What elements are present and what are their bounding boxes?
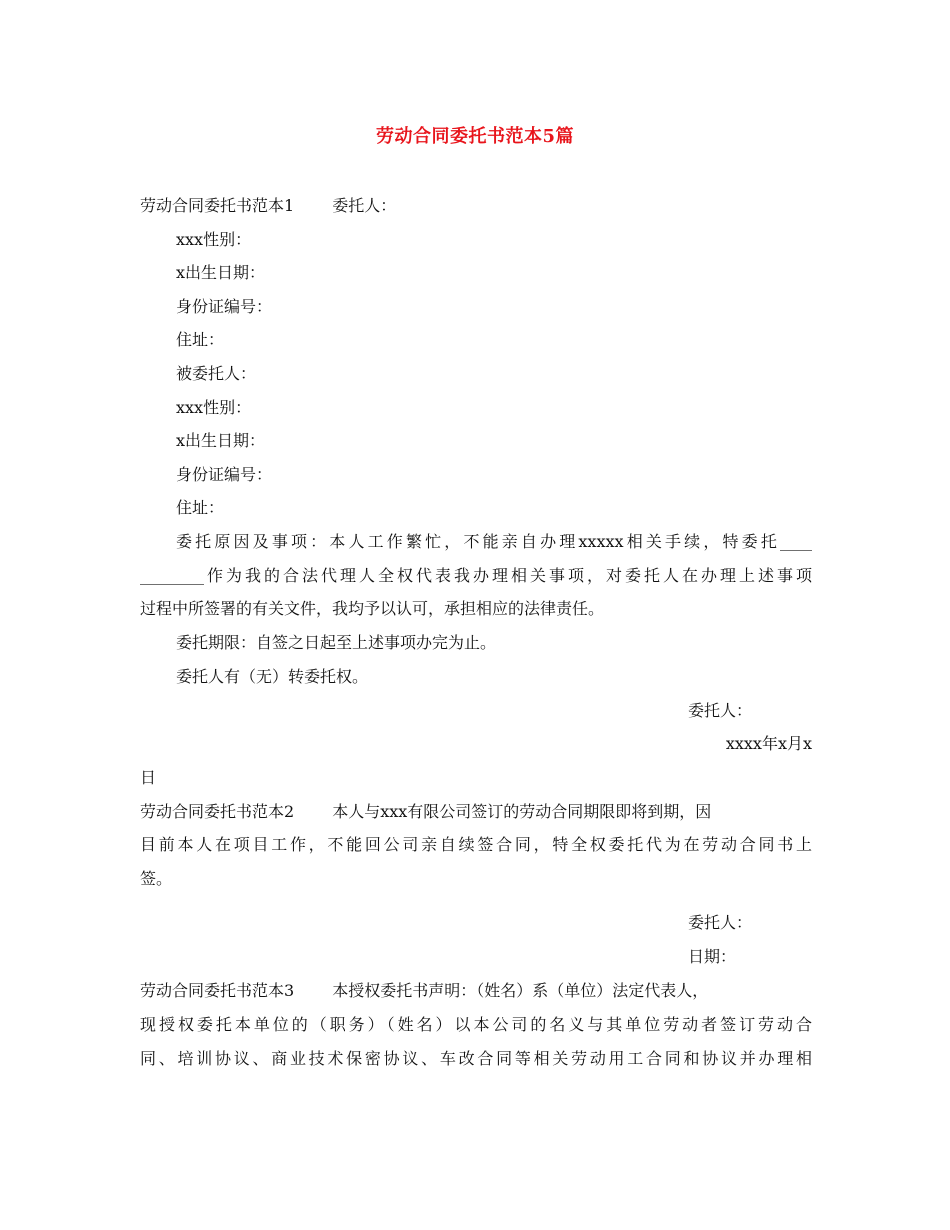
section-3-line-3: 同、培训协议、商业技术保密协议、车改合同等相关劳动用工合同和协议并办理相 (140, 1049, 812, 1068)
section-1-principal-label: 委托人： (332, 196, 397, 215)
trustee-birthdate-field: x出生日期： (176, 431, 266, 450)
section-1-heading-line (140, 195, 812, 217)
trustee-label: 被委托人： (176, 364, 257, 383)
term-clause: 委托期限：自签之日起至上述事项办完为止。 (176, 633, 497, 652)
principal-id-field: 身份证编号： (176, 297, 273, 316)
principal-gender-field: xxx性别： (176, 230, 252, 249)
trustee-gender-field: xxx性别： (176, 398, 252, 417)
principal-address-field: 住址： (176, 330, 225, 349)
section-2-date-label: 日期： (688, 947, 737, 966)
reason-line-1: 委托原因及事项：本人工作繁忙，不能亲自办理xxxxx相关手续，特委托____ (176, 532, 812, 551)
section-2-line-3: 签。 (140, 869, 173, 888)
principal-birthdate-field: x出生日期： (176, 263, 266, 282)
section-2-heading: 劳动合同委托书范本2 (140, 802, 295, 821)
section-2-line-2: 目前本人在项目工作，不能回公司亲自续签合同，特全权委托代为在劳动合同书上 (140, 835, 812, 854)
document-title: 劳动合同委托书范本5篇 (375, 126, 575, 147)
transfer-clause: 委托人有（无）转委托权。 (176, 667, 369, 686)
section-1-heading: 劳动合同委托书范本1 (140, 196, 295, 215)
section-3-heading-line (140, 980, 812, 1002)
section-3-heading: 劳动合同委托书范本3 (140, 981, 295, 1000)
section-2-line-1-text: 本人与xxx有限公司签订的劳动合同期限即将到期，因 (332, 802, 712, 821)
trustee-id-field: 身份证编号： (176, 465, 273, 484)
section-2-signature-label: 委托人： (688, 913, 753, 932)
section-1-signature-label: 委托人： (688, 701, 753, 720)
section-1-date-line: xxxx年x月x (725, 734, 812, 753)
trustee-address-field: 住址： (176, 498, 225, 517)
section-3-line-1-text: 本授权委托书声明：（姓名）系（单位）法定代表人， (332, 981, 709, 1000)
section-2-heading-line (140, 801, 812, 823)
reason-line-2: ________作为我的合法代理人全权代表我办理相关事项，对委托人在办理上述事项 (140, 566, 812, 585)
section-1-date-day: 日 (140, 768, 157, 787)
reason-line-3: 过程中所签署的有关文件，我均予以认可，承担相应的法律责任。 (140, 599, 605, 618)
section-3-line-2: 现授权委托本单位的（职务）（姓名）以本公司的名义与其单位劳动者签订劳动合 (140, 1015, 812, 1034)
